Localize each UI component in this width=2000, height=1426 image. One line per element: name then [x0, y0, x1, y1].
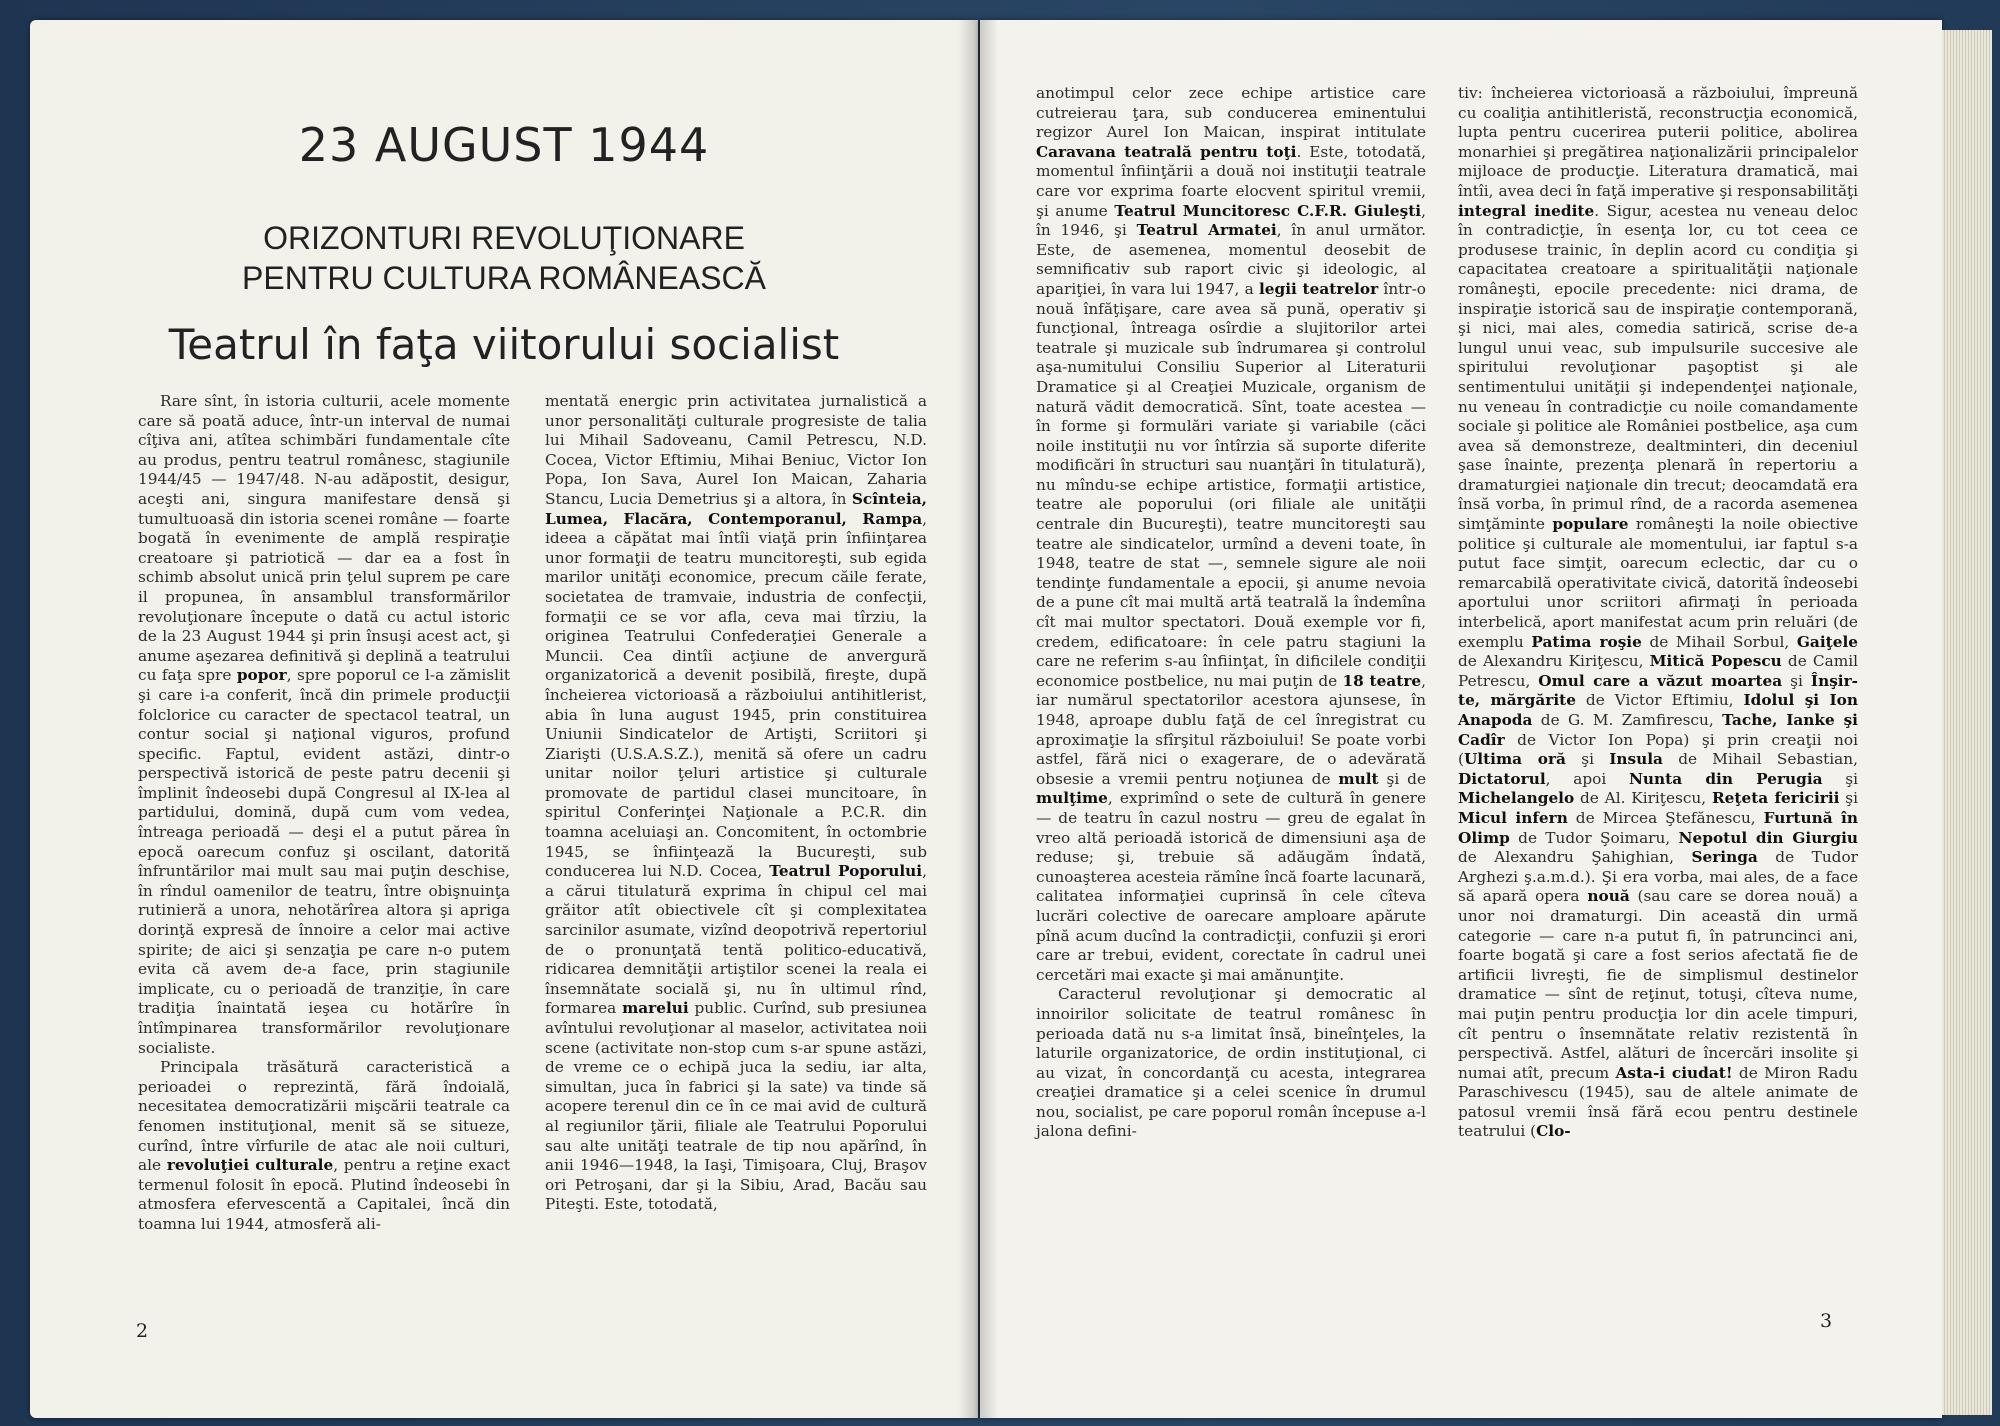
right-column-2: [1458, 84, 1858, 1142]
page-number: 3: [1820, 1310, 1833, 1332]
subtitle: [30, 218, 978, 298]
subtitle-line-1: ORIZONTURI REVOLUŢIONARE: [263, 220, 745, 256]
right-page: [980, 20, 1942, 1418]
subtitle-line-2: PENTRU CULTURA ROMÂNEASCĂ: [242, 260, 766, 296]
paragraph: Principala trăsătură caracteristică a perioadei o reprezintă, fără îndoială, necesitatea democratizării mişcării teatrale ca fenomen instituţional, menit să se situeze, curînd, între vîrfurile de atac ale noii culturi, ale revoluţiei culturale, pentru a reţine exact termenul folosit în epocă. Plutind îndeosebi în atmosfera efervescentă a Capitalei, încă din toamna lui 1944, atmosferă ali-: [138, 1058, 510, 1233]
page-edges: [1942, 30, 1992, 1415]
right-column-1: [1036, 84, 1426, 1142]
left-page: [30, 20, 978, 1418]
paragraph: tiv: încheierea victorioasă a războiului, împreună cu coaliţia antihitleristă, reconstrucţia economică, lupta pentru cucerirea puterii politice, abolirea monarhiei şi pregătirea naţionalizării principalelor mijloace de producţie. Literatura dramatică, mai întîi, avea deci în faţă imperative şi responsabilităţi integral inedite. Sigur, acestea nu veneau deloc în contradicţie, în esenţa lor, cu tot ceea ce produsese trainic, în deplin acord cu condiţia şi capacitatea creatoare a spiritualităţii naţionale româneşti, epocile precedente: nici drama, de inspiraţie istorică sau de inspiraţie contemporană, şi nici, mai ales, comedia satirică, scrise de-a lungul unui veac, sub impulsurile succesive ale spiritului revoluţionar paşoptist şi ale sentimentului unităţii şi independenţei naţionale, nu veneau în contradicţie cu noile comandamente sociale şi politice ale României postbelice, aşa cum avea să demonstreze, dealtminteri, din deceniul şase înainte, prezenţa plenară în repertoriu a dramaturgiei naţionale din trecut; deocamdată era însă vorba, în primul rînd, de a racorda asemenea simţăminte populare româneşti la noile obiective politice şi culturale ale momentului, iar faptul s-a putut face simţit, oarecum eclectic, dar cu o remarcabilă operativitate civică, datorită îndeosebi aportului unor scriitori afirmaţi în perioada interbelică, aport manifestat acum prin reluări (de exemplu Patima roşie de Mihail Sorbul, Gaiţele de Alexandru Kiriţescu, Mitică Popescu de Camil Petrescu, Omul care a văzut moartea şi Înşir-te, mărgărite de Victor Eftimiu, Idolul şi Ion Anapoda de G. M. Zamfirescu, Tache, Ianke şi Cadîr de Victor Ion Popa) şi prin creaţii noi (Ultima oră şi Insula de Mihail Sebastian, Dictatorul, apoi Nunta din Perugia şi Michelangelo de Al. Kiriţescu, Reţeta fericirii şi Micul infern de Mircea Ştefănescu, Furtună în Olimp de Tudor Şoimaru, Nepotul din Giurgiu de Alexandru Şahighian, Seringa de Tudor Arghezi ş.a.m.d.). Şi era vorba, mai ales, de a face să apară opera nouă (sau care se dorea nouă) a unor noi dramaturgi. Din această din urmă categorie — care n-a putut fi, în patruncinci ani, foarte bogată şi care a fost serios afectată fie de artificii livreşti, fie de simplismul destinelor dramatice — sînt de reţinut, totuşi, cîteva nume, mai puţin pentru producţia lor din acele timpuri, cît pentru o însemnătate relativ rezistentă în perspectivă. Astfel, alături de încercări insolite şi numai atît, precum Asta-i ciudat! de Miron Radu Paraschivescu (1945), sau de altele animate de patosul vremii însă fără ecou pentru destinele teatrului (Clo-: [1458, 84, 1859, 1141]
paragraph: mentată energic prin activitatea jurnalistică a unor personalităţi culturale progresiste de talia lui Mihail Sadoveanu, Camil Petrescu, N.D. Cocea, Victor Eftimiu, Mihai Beniuc, Victor Ion Popa, Ion Sava, Aurel Ion Maican, Zaharia Stancu, Lucia Demetrius şi a altora, în Scînteia, Lumea, Flacăra, Contemporanul, Rampa, ideea a căpătat mai întîi viaţă prin înfiinţarea unor formaţii de teatru muncitoreşti, sub egida marilor unităţi economice, precum căile ferate, societatea de tramvaie, industria de confecţii, formaţii ce se vor afla, ceva mai tîrziu, la originea Teatrului Confederaţiei Generale a Muncii. Cea dintîi acţiune de anvergură organizatorică a devenit posibilă, fireşte, după încheierea victorioasă a războiului antihitlerist, abia în luna august 1945, prin constituirea Uniunii Sindicatelor de Artişti, Scriitori şi Ziarişti (U.S.A.S.Z.), menită să ofere un cadru unitar noilor ţeluri artistice şi culturale promovate de partidul clasei muncitoare, în spiritul Conferinţei Naţionale a P.C.R. din toamna aceluiaşi an. Concomitent, în octombrie 1945, se înfiinţează la Bucureşti, sub conducerea lui N.D. Cocea, Teatrul Poporului, a cărui titulatură exprima în chipul cel mai grăitor atît obiectivele cît şi complexitatea sarcinilor asumate, vizînd deopotrivă repertoriul de o pronunţată tentă politico-educativă, ridicarea demnităţii artiştilor scenei la reala ei însemnătate socială şi, nu în ultimul rînd, formarea marelui public. Curînd, sub presiunea avîntului revoluţionar al maselor, activitatea noii scene (activitate non-stop cum s-ar spune astăzi, de vreme ce o echipă juca la sediu, iar alta, simultan, juca în fabrici şi la sate) va tinde să acopere terenul din ce în ce mai avid de cultură al regiunilor ţării, filiale ale Teatrului Poporului sau alte unităţi teatrale de tip nou apărînd, în anii 1946—1948, la Iaşi, Timişoara, Cluj, Braşov ori Petroşani, dar şi la Sibiu, Arad, Bacău sau Piteşti. Este, totodată,: [545, 392, 928, 1214]
left-column-2: [545, 392, 927, 1215]
page-title: 23 AUGUST 1944: [298, 118, 710, 172]
left-column-1: [138, 392, 510, 1235]
paragraph: Rare sînt, în istoria culturii, acele momente care să poată aduce, într-un interval de numai cîţiva ani, atîtea schimbări fundamentale cîte au produs, pentru teatrul românesc, stagiunile 1944/45 — 1947/48. N-au adăpostit, desigur, aceşti ani, singura manifestare densă şi tumultuoasă din istoria scenei române — foarte bogată în evenimente de amplă respiraţie creatoare şi patriotică — dar ea a fost în schimb absolut unică prin ţelul suprem pe care il propunea, în ansamblul transformărilor revoluţionare începute o dată cu actul istoric de la 23 August 1944 şi prin însuşi acest act, şi anume aşezarea definitivă şi deplină a teatrului cu faţa spre popor, spre poporul ce l-a zămislit şi care i-a conferit, încă din primele producţii folclorice cu caracter de spectacol teatral, un contur social şi naţional viguros, profund specific. Faptul, evident astăzi, dintr-o perspectivă istorică de peste patru decenii şi împlinit îndeosebi după Congresul al IX-lea al partidului, domină, după cum vom vedea, întreaga perioadă — deşi el a putut părea în epocă oarecum confuz şi oscilant, datorită înfruntărilor mai mult sau mai puţin deschise, în rîndul oamenilor de teatru, între obişnuinţa rutinieră a unora, nehotărîrea altora şi apriga dorinţă expresă de înnoire a celor mai active spirite; de aici şi senzaţia pe care n-o putem evita că avem de-a face, prin stagiunile implicate, cu o perioadă de tranziţie, în care tradiţia înaintată ieşea cu hotărîre în întîmpinarea transformărilor revoluţionare socialiste.: [138, 392, 511, 1057]
paragraph: Caracterul revoluţionar şi democratic al innoirilor solicitate de teatrul românesc în perioada dată nu s-a limitat însă, bineînţeles, la laturile organizatorice, de ordin instituţional, ci au vizat, în concordanţă cu acesta, integrarea creaţiei dramatice şi a celei scenice în drumul nou, socialist, pe care poporul român începuse a-l jalona defini-: [1036, 985, 1426, 1141]
paragraph: anotimpul celor zece echipe artistice care cutreierau ţara, sub conducerea eminentului regizor Aurel Ion Maican, inspirat intitulate Caravana teatrală pentru toţi. Este, totodată, momentul înfiinţării a două noi instituţii teatrale care vor exprima foarte elocvent spiritul vremii, şi anume Teatrul Muncitoresc C.F.R. Giuleşti, în 1946, şi Teatrul Armatei, în anul următor. Este, de asemenea, momentul deosebit de semnificativ sub raport civic şi ideologic, al apariţiei, în vara lui 1947, a legii teatrelor într-o nouă înfăţişare, care avea să pună, operativ şi funcţional, întreaga osîrdie a slujitorilor artei teatrale şi muzicale sub îndrumarea şi controlul aşa-numitului Consiliu Superior al Literaturii Dramatice şi al Creaţiei Muzicale, organism de natură vădit democratică. Sînt, toate acestea — în forme şi formulări variate şi variabile (căci noile instituţii nu vor întîrzia să suporte diferite modificări în structuri sau nuanţări în titulatură), nu mîndu-se echipe artistice, formaţii artistice, teatre ale poporului (ori filiale ale unităţii centrale din Bucureşti), teatre muncitoreşti sau teatre ale sindicatelor, urmînd a deveni toate, în 1948, teatre de stat —, semnele sigure ale noii tendinţe fundamentale a epocii, şi anume nevoia de a pune cît mai multă artă teatrală la îndemîna cît mai multor spectatori. Două exemple vor fi, credem, edificatoare: în cele patru stagiuni la care ne referim s-au înfiinţat, în dificilele condiţii economice postbelice, nu mai puţin de 18 teatre, iar numărul spectatorilor acestora ajunsese, în 1948, aproape dublu faţă de cel înregistrat cu aproximaţie la sfîrşitul războiului! Se poate vorbi astfel, fără nici o exagerare, de o adevărată obsesie a vremii pentru noţiunea de mult şi de mulţime, exprimînd o sete de cultură în genere — de teatru în cazul nostru — greu de egalat în vreo altă perioadă istorică de dimensiuni aşa de reduse; şi, trebuie să adăugăm îndată, cunoaşterea acesteia rămîne încă foarte lacunară, calitatea informaţiei cuprinsă în cele cîteva lucrări colective de oarecare amploare apărute pînă acum ducînd la contradicţii, confuzii şi erori care ar trebui, evident, corectate în cadrul unei cercetări mai exacte şi mai amănunţite.: [1036, 84, 1427, 984]
page-number: 2: [136, 1320, 149, 1342]
article-heading: Teatrul în faţa viitorului socialist: [168, 320, 840, 369]
